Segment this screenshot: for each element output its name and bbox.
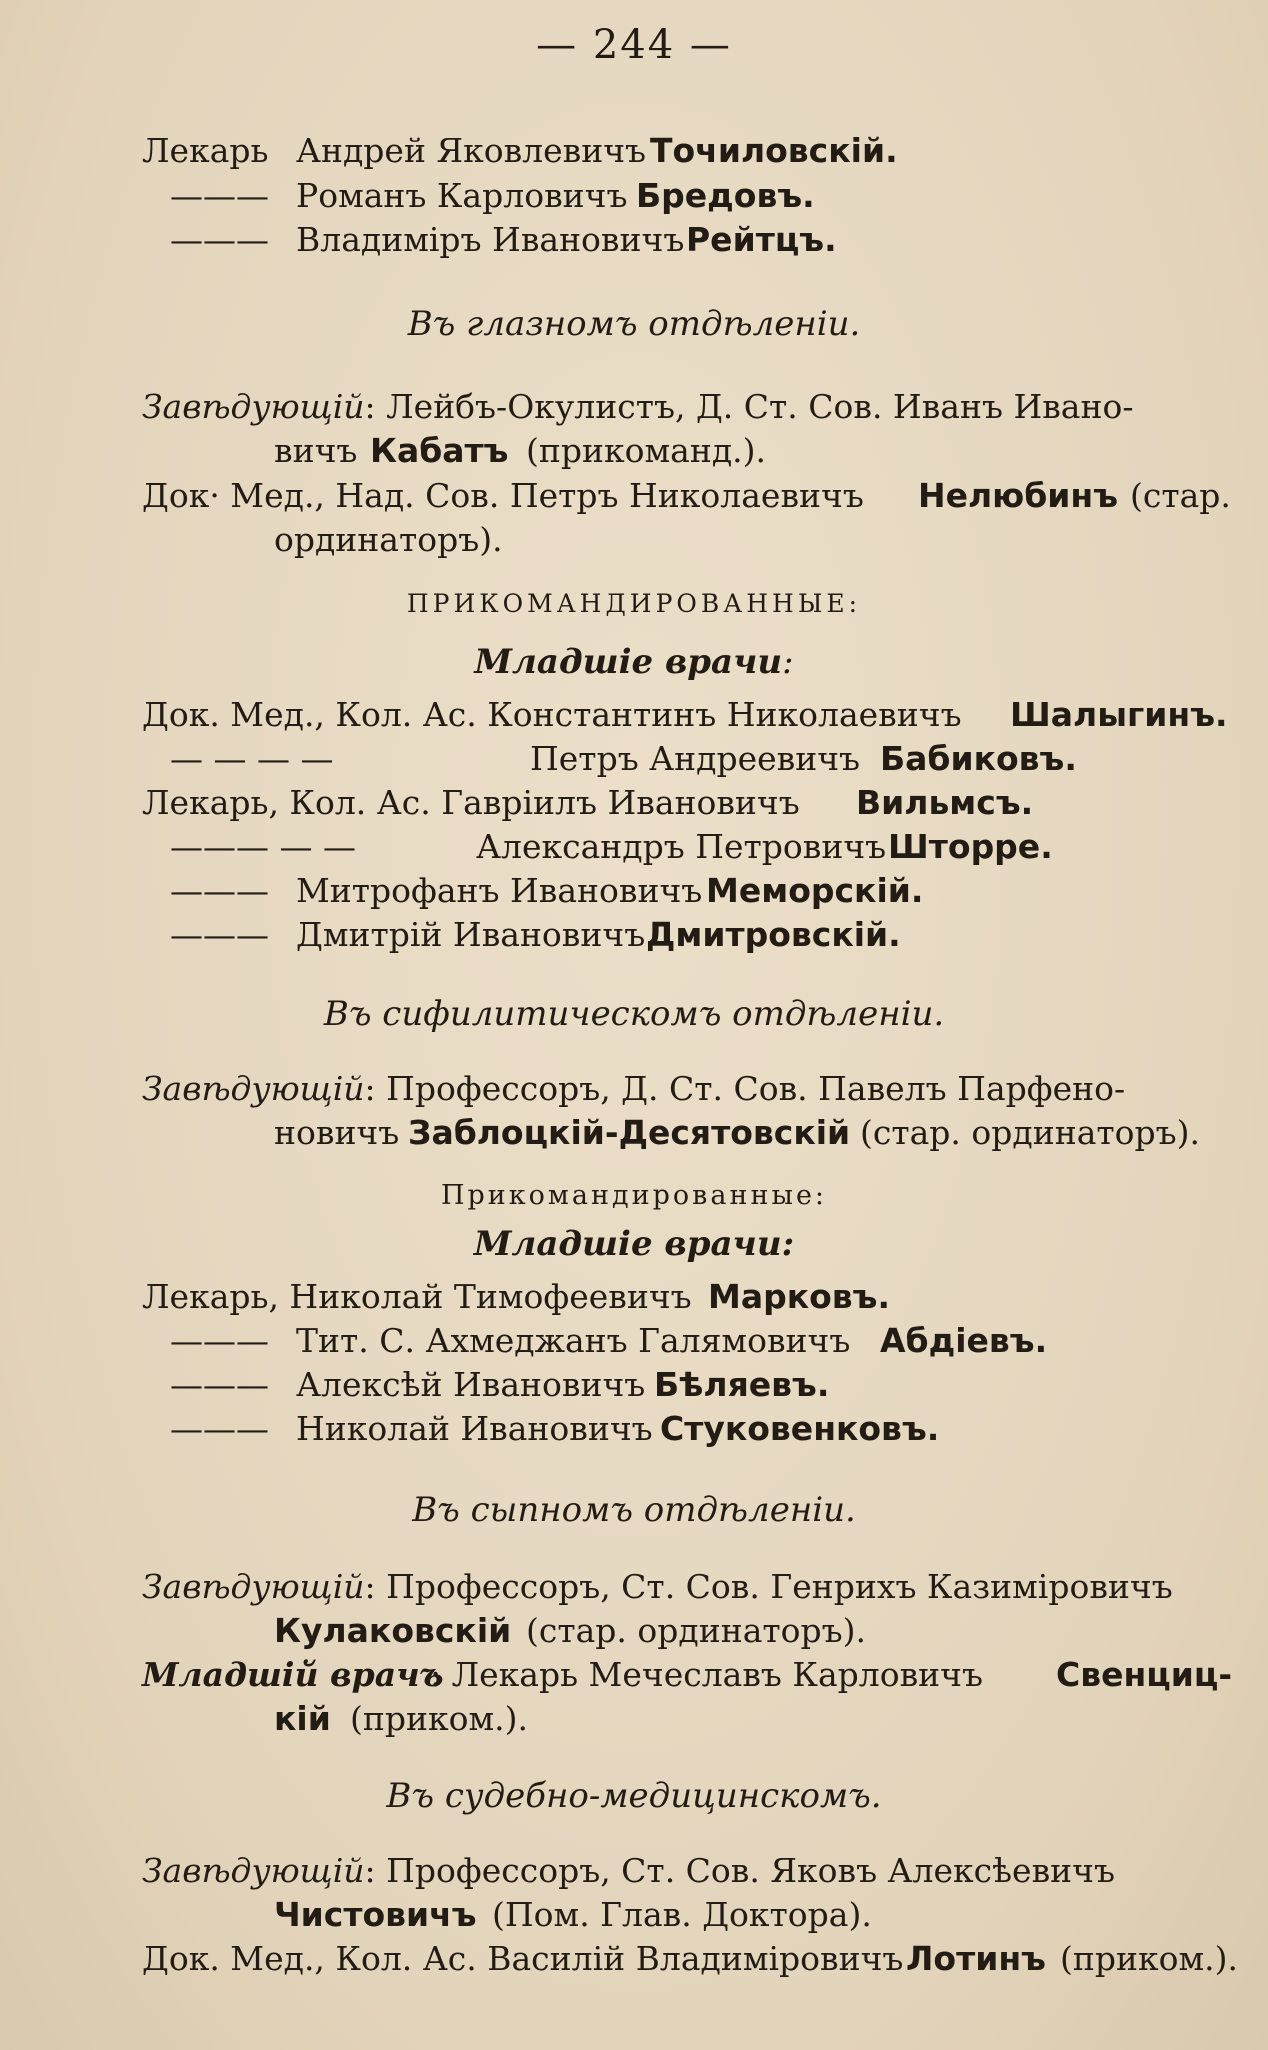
text-line (142, 386, 1232, 428)
ditto-dash: ——— (170, 915, 269, 954)
person-surname: Абдіевъ. (880, 1321, 1048, 1360)
person-name: Митрофанъ Ивановичъ (296, 871, 703, 910)
section-heading: Въ сифилитическомъ отдѣленіи. (323, 994, 945, 1034)
ditto-dash: ——— (170, 220, 269, 259)
person-name: Петръ Андреевичъ (530, 739, 861, 778)
note-text: (стар. ординаторъ). (860, 1113, 1200, 1152)
line-text: : Профессоръ, Ст. Сов. Яковъ Алексѣевичъ (364, 1851, 1115, 1890)
person-name: Николай Ивановичъ (296, 1409, 653, 1448)
role-label: Завѣдующій (142, 1851, 365, 1890)
line-text: Док· Мед., Над. Сов. Петръ Николаевичъ (142, 476, 864, 515)
note-text: (прикоманд.). (526, 431, 766, 470)
ditto-dash: — — — — (170, 739, 334, 778)
line-text: вичъ (274, 431, 358, 470)
page-number: — 244 — (536, 22, 732, 68)
text-line (142, 1566, 1232, 1608)
person-name: Александръ Петровичъ (476, 827, 887, 866)
person-surname: Свенциц- (1056, 1655, 1233, 1694)
note-text: (приком.). (350, 1699, 529, 1738)
line-text: : Профессоръ, Д. Ст. Сов. Павелъ Парфено- (364, 1069, 1126, 1108)
person-surname: Заблоцкій-Десятовскій (408, 1113, 851, 1152)
person-name: Тит. С. Ахмеджанъ Галямовичъ (296, 1321, 851, 1360)
subsection-colon: : (782, 642, 794, 682)
line-content (142, 1850, 1115, 1892)
person-surname: Стуковенковъ. (660, 1409, 940, 1448)
role-label: Завѣдующій (142, 387, 365, 426)
person-name: Романъ Карловичъ (296, 176, 628, 215)
person-name: Андрей Яковлевичъ (296, 131, 647, 170)
line-text: : Профессоръ, Ст. Сов. Генрихъ Казиміровичъ (364, 1567, 1173, 1606)
section-heading: Въ сыпномъ отдѣленіи. (412, 1490, 856, 1530)
ditto-dash: ——— (170, 1409, 269, 1448)
line-text: Лекарь, Николай Тимофеевичъ (142, 1277, 692, 1316)
subsection-title: Младшіе врачи (474, 642, 783, 682)
person-surname: Шторре. (888, 827, 1053, 866)
person-surname: Вильмсъ. (856, 783, 1034, 822)
line-content (142, 1068, 1125, 1110)
subsection-heading (0, 640, 1268, 684)
person-surname: Кулаковскій (274, 1611, 512, 1650)
note-text: (Пом. Глав. Доктора). (492, 1895, 872, 1934)
title-word: Лекарь (142, 131, 269, 170)
subsection-heading: Младшіе врачи: (473, 1224, 795, 1264)
person-surname: Бредовъ. (636, 176, 815, 215)
person-surname: Бѣляевъ. (654, 1365, 830, 1404)
line-text: Док. Мед., Кол. Ас. Василій Владиміровичъ (142, 1939, 904, 1978)
text-line (142, 1850, 1232, 1892)
person-surname: Шалыгинъ. (1010, 695, 1228, 734)
ditto-dash: ——— (170, 176, 269, 215)
person-surname: Бабиковъ. (880, 739, 1077, 778)
person-surname: Лотинъ (906, 1939, 1046, 1978)
line-text: : Лейбъ-Окулистъ, Д. Ст. Сов. Иванъ Ивано- (364, 387, 1134, 426)
person-surname: Меморскій. (706, 871, 924, 910)
section-heading: Въ судебно-медицинскомъ. (386, 1776, 882, 1816)
note-text: (стар. (1130, 476, 1231, 515)
note-text: (приком.). (1060, 1939, 1239, 1978)
ditto-dash: ——— (170, 871, 269, 910)
line-content (142, 386, 1134, 428)
person-surname: Точиловскій. (650, 131, 898, 170)
line-text: новичъ (274, 1113, 400, 1152)
ditto-dash: ——— (170, 1321, 269, 1360)
person-surname: Чистовичъ (274, 1895, 477, 1934)
section-heading: Въ глазномъ отдѣленіи. (407, 304, 861, 344)
note-text: ординаторъ). (274, 520, 503, 559)
line-text: Док. Мед., Кол. Ас. Константинъ Николаевичъ (142, 695, 962, 734)
person-surname: кій (274, 1699, 331, 1738)
line-text: Лекарь, Кол. Ас. Гавріилъ Ивановичъ (142, 783, 800, 822)
ditto-dash: ——— — — (170, 827, 356, 866)
person-surname: Нелюбинъ (918, 476, 1119, 515)
line-text: : Лекарь Мечеславъ Карловичъ (430, 1655, 983, 1694)
person-name: Дмитрій Ивановичъ (296, 915, 646, 954)
person-surname: Рейтцъ. (686, 220, 837, 259)
subsection-caps: ПРИКОМАНДИРОВАННЫЕ: (406, 589, 862, 618)
text-line (142, 1068, 1232, 1110)
line-content (142, 1566, 1173, 1608)
note-text: (стар. ординаторъ). (526, 1611, 866, 1650)
person-surname: Кабатъ (370, 431, 509, 470)
role-label: Младшій врачъ (142, 1655, 444, 1694)
role-label: Завѣдующій (142, 1567, 365, 1606)
ditto-dash: ——— (170, 1365, 269, 1404)
role-label: Завѣдующій (142, 1069, 365, 1108)
person-name: Владиміръ Ивановичъ (296, 220, 685, 259)
person-surname: Марковъ. (708, 1277, 891, 1316)
person-name: Алексѣй Ивановичъ (296, 1365, 646, 1404)
person-surname: Дмитровскій. (646, 915, 901, 954)
subsection-caps: Прикомандированные: (440, 1180, 828, 1211)
